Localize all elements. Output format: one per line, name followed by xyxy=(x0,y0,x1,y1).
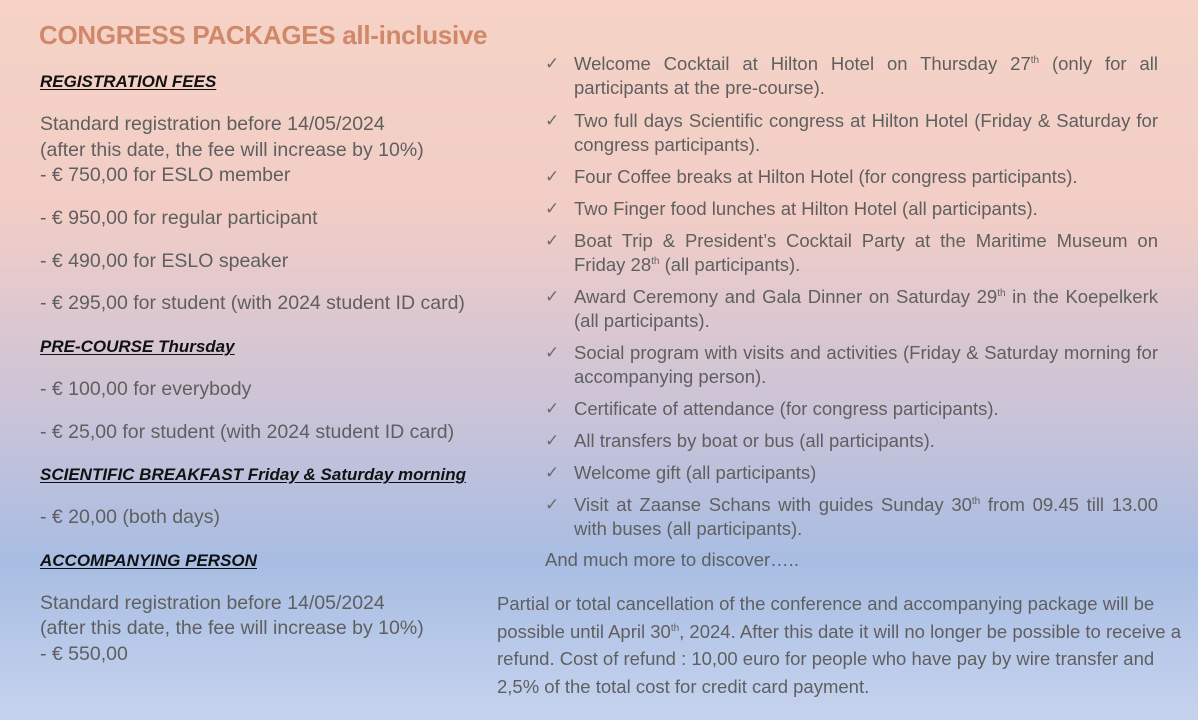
precourse-heading: PRE-COURSE Thursday xyxy=(40,337,235,356)
fee-regular-participant: - € 950,00 for regular participant xyxy=(40,207,318,229)
checkmark-icon: ✓ xyxy=(545,463,560,482)
fee-eslo-speaker: - € 490,00 for ESLO speaker xyxy=(40,250,289,272)
accompanying-standard-line2: (after this date, the fee will increase by 10%) xyxy=(40,617,424,639)
breakfast-heading: SCIENTIFIC BREAKFAST Friday & Saturday morning xyxy=(40,465,466,484)
checkmark-icon: ✓ xyxy=(545,287,560,306)
registration-standard-line2: (after this date, the fee will increase by 10%) xyxy=(40,139,424,161)
checkmark-icon: ✓ xyxy=(545,431,560,450)
checkmark-icon: ✓ xyxy=(545,399,560,418)
accompanying-standard-line1: Standard registration before 14/05/2024 xyxy=(40,592,385,614)
precourse-fee-everybody: - € 100,00 for everybody xyxy=(40,378,252,400)
more-to-discover: And much more to discover….. xyxy=(545,549,799,570)
checkmark-icon: ✓ xyxy=(545,343,560,362)
registration-standard-line1: Standard registration before 14/05/2024 xyxy=(40,113,385,135)
breakfast-fee: - € 20,00 (both days) xyxy=(40,506,220,528)
cancellation-policy: Partial or total cancellation of the conference and accompanying package will be possible until April 30th, 2024. After this date it will no longer be possible to receive a refund. Cost of refund : 10,00 euro for people who have pay by wire transfer and 2,5% of the total cost for credit card payment. xyxy=(497,593,1182,697)
accompanying-fee: - € 550,00 xyxy=(40,643,128,665)
fee-eslo-member: - € 750,00 for ESLO member xyxy=(40,164,291,186)
page-title: CONGRESS PACKAGES all-inclusive xyxy=(39,20,488,50)
registration-fees-heading: REGISTRATION FEES xyxy=(40,72,217,91)
checkmark-icon: ✓ xyxy=(545,199,560,218)
checkmark-icon: ✓ xyxy=(545,111,560,130)
checkmark-icon: ✓ xyxy=(545,231,560,250)
fee-student: - € 295,00 for student (with 2024 student ID card) xyxy=(40,292,465,314)
checkmark-icon: ✓ xyxy=(545,54,560,73)
precourse-fee-student: - € 25,00 for student (with 2024 student ID card) xyxy=(40,421,455,443)
checkmark-icon: ✓ xyxy=(545,495,560,514)
checkmark-icon: ✓ xyxy=(545,167,560,186)
accompanying-heading: ACCOMPANYING PERSON xyxy=(40,551,257,570)
